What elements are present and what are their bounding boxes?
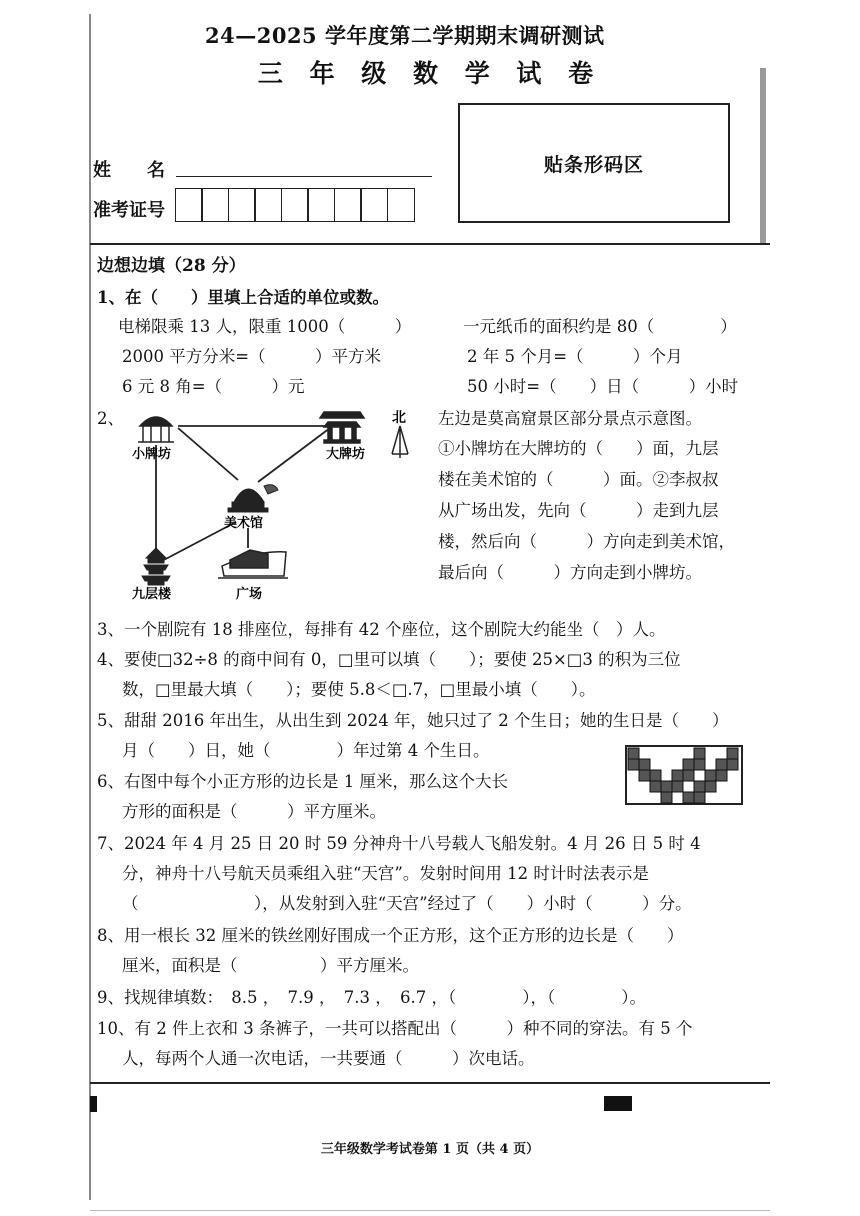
q4-line-2: 数，□里最大填（ ）；要使 5.8＜□.7，□里最小填（ ）。 — [122, 680, 596, 699]
grid-square — [705, 770, 716, 781]
q1-a: 电梯限乘 13 人，限重 1000（ ） — [118, 317, 412, 336]
q7-line-3: （ ），从发射到入驻“天宫”经过了（ ）小时（ ）分。 — [122, 894, 692, 913]
grid-square — [683, 770, 694, 781]
registration-mark-left — [90, 1096, 97, 1112]
id-digit-box[interactable] — [228, 188, 256, 222]
grid-square — [727, 748, 738, 759]
q4-line-1: 4、要使□32÷8 的商中间有 0，□里可以填（ ）；要使 25×□3 的积为三位 — [97, 650, 681, 669]
grid-square — [716, 759, 727, 770]
q1-f: 50 小时=（ ）日（ ）小时 — [467, 377, 739, 396]
grid-square — [650, 781, 661, 792]
q1-e: 6 元 8 角=（ ）元 — [122, 377, 305, 396]
q2-number: 2、 — [97, 409, 124, 428]
map-label-meishuguan: 美术馆 — [224, 516, 264, 531]
grid-square — [694, 759, 705, 770]
map-label-guangchang: 广场 — [236, 587, 263, 602]
name-field[interactable] — [176, 176, 432, 177]
id-digit-box[interactable] — [201, 188, 229, 222]
page-footer: 三年级数学考试卷第 1 页（共 4 页） — [320, 1142, 540, 1157]
q2-line-6: 最后向（ ）方向走到小牌坊。 — [438, 563, 702, 582]
grid-square — [661, 781, 672, 792]
grid-figure — [624, 744, 744, 806]
q2-line-4: 从广场出发，先向（ ）走到九层 — [438, 501, 719, 520]
grid-square — [683, 759, 694, 770]
jiucenglou-icon — [142, 548, 170, 585]
grid-square — [628, 759, 639, 770]
grid-square — [639, 759, 650, 770]
grid-square — [639, 770, 650, 781]
barcode-label: 贴条形码区 — [543, 153, 644, 176]
id-digit-box[interactable] — [175, 188, 203, 222]
grid-square — [727, 759, 738, 770]
path-small-art — [178, 428, 238, 480]
id-boxes — [176, 188, 415, 222]
map-label-jiucenglou: 九层楼 — [132, 587, 172, 602]
page-left-border — [89, 14, 91, 1200]
scenic-map — [118, 400, 428, 610]
grid-square — [628, 748, 639, 759]
scroll-edge — [760, 68, 766, 244]
guangchang-icon — [218, 550, 288, 578]
grid-square — [650, 770, 661, 781]
map-label-north: 北 — [392, 410, 406, 426]
bottom-edge — [90, 1210, 770, 1211]
grid-square — [705, 781, 716, 792]
grid-square — [672, 781, 683, 792]
q1-c: 2000 平方分米=（ ）平方米 — [122, 347, 382, 366]
id-digit-box[interactable] — [334, 188, 362, 222]
q1-stem: 1、在（ ）里填上合适的单位或数。 — [97, 288, 389, 307]
q5-line-1: 5、甜甜 2016 年出生，从出生到 2024 年，她只过了 2 个生日；她的生日是（ ） — [97, 711, 729, 730]
name-label: 姓 名 — [93, 160, 165, 181]
q1-d: 2 年 5 个月=（ ）个月 — [467, 347, 683, 366]
section-title: 边想边填（28 分） — [97, 256, 246, 276]
xiaopaifang-icon — [138, 417, 174, 442]
id-digit-box[interactable] — [307, 188, 335, 222]
grid-square — [694, 792, 705, 803]
id-digit-box[interactable] — [387, 188, 415, 222]
q2-line-3: 楼在美术馆的（ ）面。②李叔叔 — [438, 470, 719, 489]
q9: 9、找规律填数： 8.5 ， 7.9 ， 7.3 ， 6.7 ，（ ），（ ）。 — [97, 988, 646, 1007]
barcode-area — [458, 103, 730, 223]
id-label: 准考证号 — [93, 200, 165, 221]
header-divider — [90, 243, 770, 245]
q2-line-5: 楼，然后向（ ）方向走到美术馆， — [438, 532, 735, 551]
id-digit-box[interactable] — [360, 188, 388, 222]
grid-square — [672, 770, 683, 781]
id-digit-box[interactable] — [254, 188, 282, 222]
grid-square — [694, 748, 705, 759]
meishuguan-icon — [228, 485, 278, 512]
path-big-art — [258, 428, 330, 482]
north-arrow-icon — [392, 426, 408, 458]
q6-line-1: 6、右图中每个小正方形的边长是 1 厘米，那么这个大长 — [97, 772, 508, 791]
q1-b: 一元纸币的面积约是 80（ ） — [463, 317, 737, 336]
q7-line-2: 分，神舟十八号航天员乘组入驻“天宫”。发射时间用 12 时计时法表示是 — [122, 864, 649, 883]
registration-mark-right — [604, 1096, 632, 1111]
map-label-dapaifang: 大牌坊 — [326, 447, 366, 462]
q10-line-2: 人，每两个人通一次电话，一共要通（ ）次电话。 — [122, 1049, 535, 1068]
q8-line-2: 厘米，面积是（ ）平方厘米。 — [122, 956, 419, 975]
q6-line-2: 方形的面积是（ ）平方厘米。 — [122, 802, 386, 821]
grid-square — [694, 781, 705, 792]
q5-line-2: 月（ ）日，她（ ）年过第 4 个生日。 — [122, 741, 490, 760]
map-label-xiaopaifang: 小牌坊 — [132, 447, 172, 462]
grid-square — [661, 792, 672, 803]
q2-line-2: ①小牌坊在大牌坊的（ ）面，九层 — [438, 439, 719, 458]
bottom-divider — [90, 1082, 770, 1084]
q7-line-1: 7、2024 年 4 月 25 日 20 时 59 分神舟十八号载人飞船发射。4 月 26 日 5 时 4 — [97, 834, 701, 853]
grid-square — [716, 770, 727, 781]
id-digit-box[interactable] — [281, 188, 309, 222]
exam-title: 24—2025 学年度第二学期期末调研测试 — [205, 23, 605, 48]
q2-line-1: 左边是莫高窟景区部分景点示意图。 — [438, 409, 702, 428]
dapaifang-icon — [320, 412, 364, 443]
grid-square — [683, 792, 694, 803]
q3: 3、一个剧院有 18 排座位，每排有 42 个座位，这个剧院大约能坐（ ）人。 — [97, 620, 666, 639]
q10-line-1: 10、有 2 件上衣和 3 条裤子，一共可以搭配出（ ）种不同的穿法。有 5 个 — [97, 1019, 693, 1038]
exam-subtitle: 三 年 级 数 学 试 卷 — [257, 59, 603, 88]
q8-line-1: 8、用一根长 32 厘米的铁丝刚好围成一个正方形，这个正方形的边长是（ ） — [97, 926, 684, 945]
